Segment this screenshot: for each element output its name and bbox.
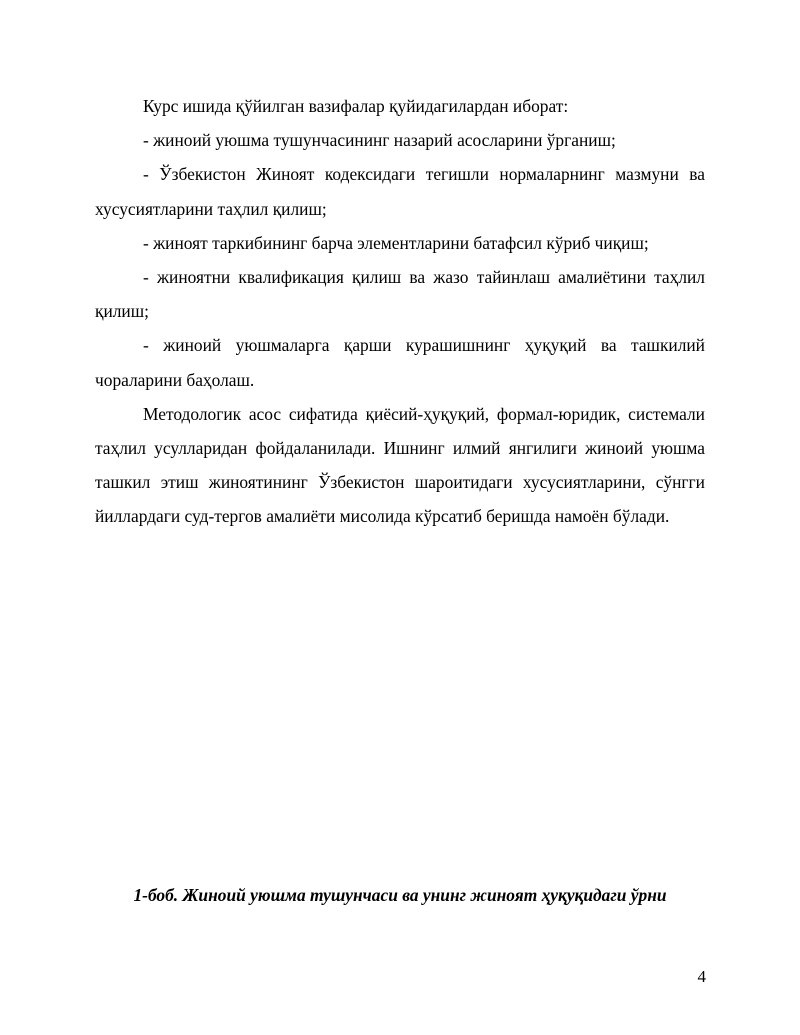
paragraph-task-5: - жиноий уюшмаларга қарши курашишнинг ҳуқуқий ва ташкилий чораларини баҳолаш.	[95, 335, 705, 390]
paragraph-tasks-intro: Курс ишида қўйилган вазифалар қуйидагилардан иборат:	[143, 96, 569, 116]
chapter-heading: 1-боб. Жиноий уюшма тушунчаси ва унинг жиноят ҳуқуқидаги ўрни	[133, 885, 667, 905]
paragraph-task-2: - Ўзбекистон Жиноят кодексидаги тегишли нормаларнинг мазмуни ва хусусиятларини таҳлил қилиш;	[95, 164, 705, 219]
paragraph-task-4: - жиноятни квалификация қилиш ва жазо тайинлаш амалиётини таҳлил қилиш;	[95, 267, 705, 322]
paragraph-task-1: - жиноий уюшма тушунчасининг назарий асосларини ўрганиш;	[143, 130, 616, 151]
document-body	[95, 89, 705, 534]
paragraph-methodology: Методологик асос сифатида қиёсий-ҳуқуқий, формал-юридик, системали таҳлил усулларидан фойдаланилади. Ишнинг илмий янгилиги жиноий уюшма ташкил этиш жиноятининг Ўзбекистон шароитидаги хусусиятларини, сўнгги йиллардаги суд-тергов амалиёти мисолида кўрсатиб беришда намоён бўлади.	[95, 403, 705, 527]
page-number: 4	[697, 967, 706, 986]
paragraph-task-3: - жиноят таркибининг барча элементларини батафсил кўриб чиқиш;	[143, 232, 649, 253]
